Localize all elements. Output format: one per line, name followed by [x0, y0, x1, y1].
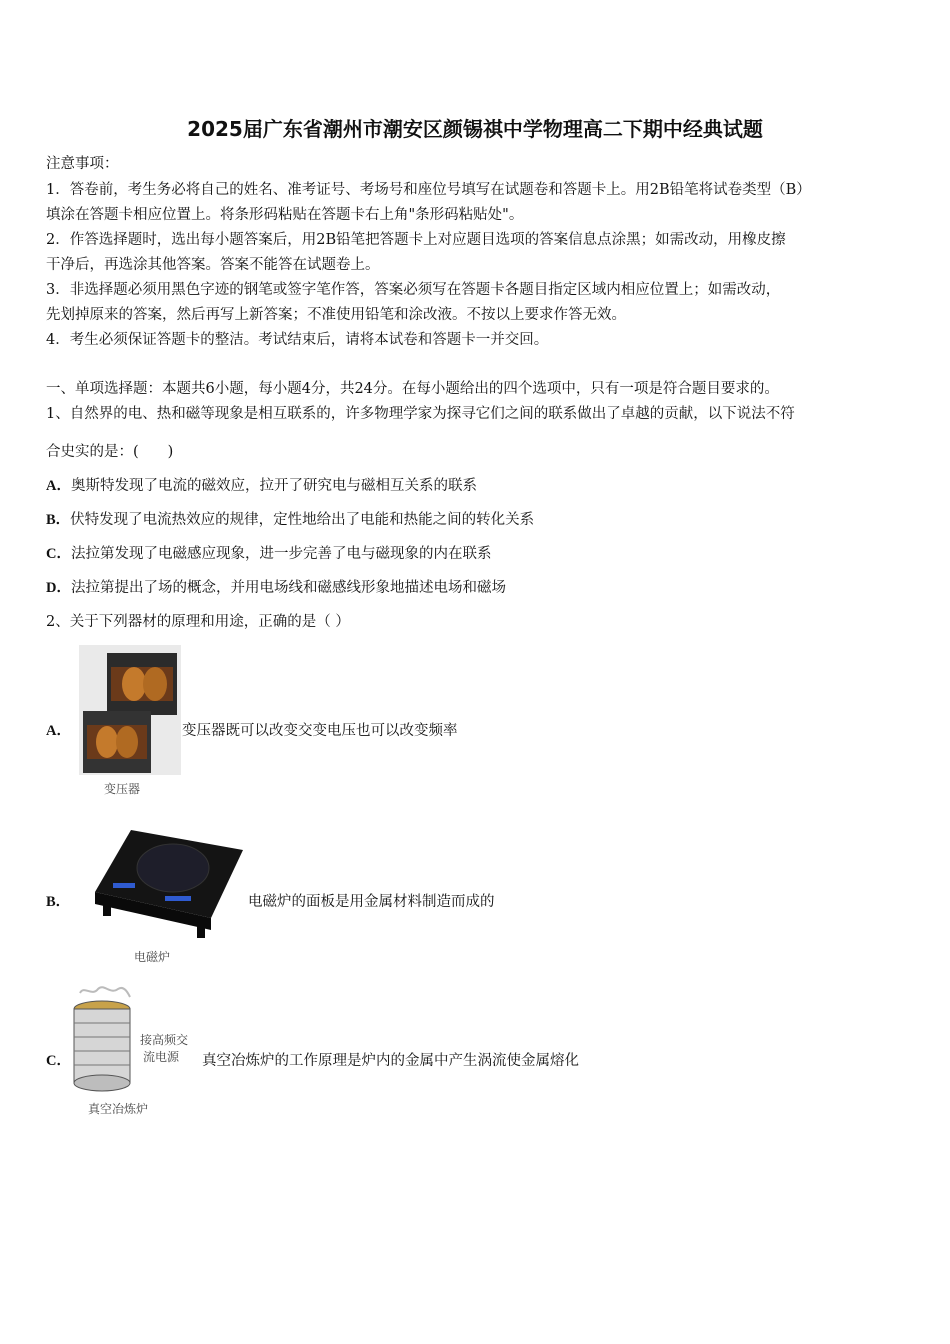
- page-title: 2025届广东省潮州市潮安区颜锡祺中学物理高二下期中经典试题: [187, 117, 763, 141]
- notice-line: 填涂在答题卡相应位置上。将条形码粘贴在答题卡右上角"条形码粘贴处"。: [46, 207, 524, 223]
- option-text: 变压器既可以改变交变电压也可以改变频率: [182, 723, 458, 739]
- option-letter: C．: [46, 1053, 71, 1069]
- option-c: [46, 542, 491, 563]
- figure-caption: 真空冶炼炉: [88, 1102, 149, 1116]
- figure-caption: 电磁炉: [134, 950, 171, 964]
- question-stem: 合史实的是：( ): [46, 444, 174, 460]
- notice-line: 4．考生必须保证答题卡的整洁。考试结束后，请将本试卷和答题卡一并交回。: [46, 332, 549, 348]
- option-text: 法拉第发现了电磁感应现象，进一步完善了电与磁现象的内在联系: [70, 546, 492, 562]
- question-stem: 2、关于下列器材的原理和用途，正确的是（ ）: [46, 614, 350, 630]
- notice-heading: 注意事项：: [46, 156, 119, 172]
- option-letter: D．: [46, 580, 71, 596]
- option-text: 伏特发现了电流热效应的规律，定性地给出了电能和热能之间的转化关系: [70, 512, 535, 528]
- option-text: 电磁炉的面板是用金属材料制造而成的: [248, 894, 495, 910]
- notice-line: 2．作答选择题时，选出每小题答案后，用2B铅笔把答题卡上对应题目选项的答案信息点涂黑；如需改动，用橡皮擦: [46, 232, 786, 248]
- option-letter: B．: [46, 894, 71, 910]
- option-text: 法拉第提出了场的概念，并用电场线和磁感线形象地描述电场和磁场: [70, 580, 506, 596]
- figure-label: 接高频交: [140, 1033, 189, 1047]
- option-letter: C．: [46, 546, 71, 562]
- notice-line: 干净后，再选涂其他答案。答案不能答在试题卷上。: [46, 257, 380, 273]
- section-heading: 一、单项选择题：本题共6小题，每小题4分，共24分。在每小题给出的四个选项中，只有一项是符合题目要求的。: [46, 381, 779, 397]
- option-text: 真空冶炼炉的工作原理是炉内的金属中产生涡流使金属熔化: [202, 1053, 579, 1069]
- option-letter: A．: [46, 723, 71, 739]
- notice-line: 3．非选择题必须用黑色字迹的钢笔或签字笔作答，答案必须写在答题卡各题目指定区域内相应位置上；如需改动，: [46, 282, 781, 298]
- option-letter: A．: [46, 478, 71, 494]
- option-b: [46, 508, 534, 529]
- figure-label: 流电源: [143, 1050, 180, 1064]
- question-stem: 1、自然界的电、热和磁等现象是相互联系的，许多物理学家为探寻它们之间的联系做出了卓越的贡献，以下说法不符: [46, 406, 795, 422]
- option-a: [46, 474, 477, 495]
- figure-caption: 变压器: [104, 782, 141, 796]
- option-text: 奥斯特发现了电流的磁效应，拉开了研究电与磁相互关系的联系: [70, 478, 477, 494]
- option-letter: B．: [46, 512, 71, 528]
- transformer-image: [79, 645, 181, 775]
- option-d: [46, 576, 506, 597]
- vacuum-furnace-image: [70, 985, 134, 1095]
- induction-cooker-image: [93, 828, 243, 940]
- notice-line: 1．答卷前，考生务必将自己的姓名、准考证号、考场号和座位号填写在试题卷和答题卡上。用2B铅笔将试卷类型（B）: [46, 182, 811, 198]
- notice-line: 先划掉原来的答案，然后再写上新答案；不准使用铅笔和涂改液。不按以上要求作答无效。: [46, 307, 626, 323]
